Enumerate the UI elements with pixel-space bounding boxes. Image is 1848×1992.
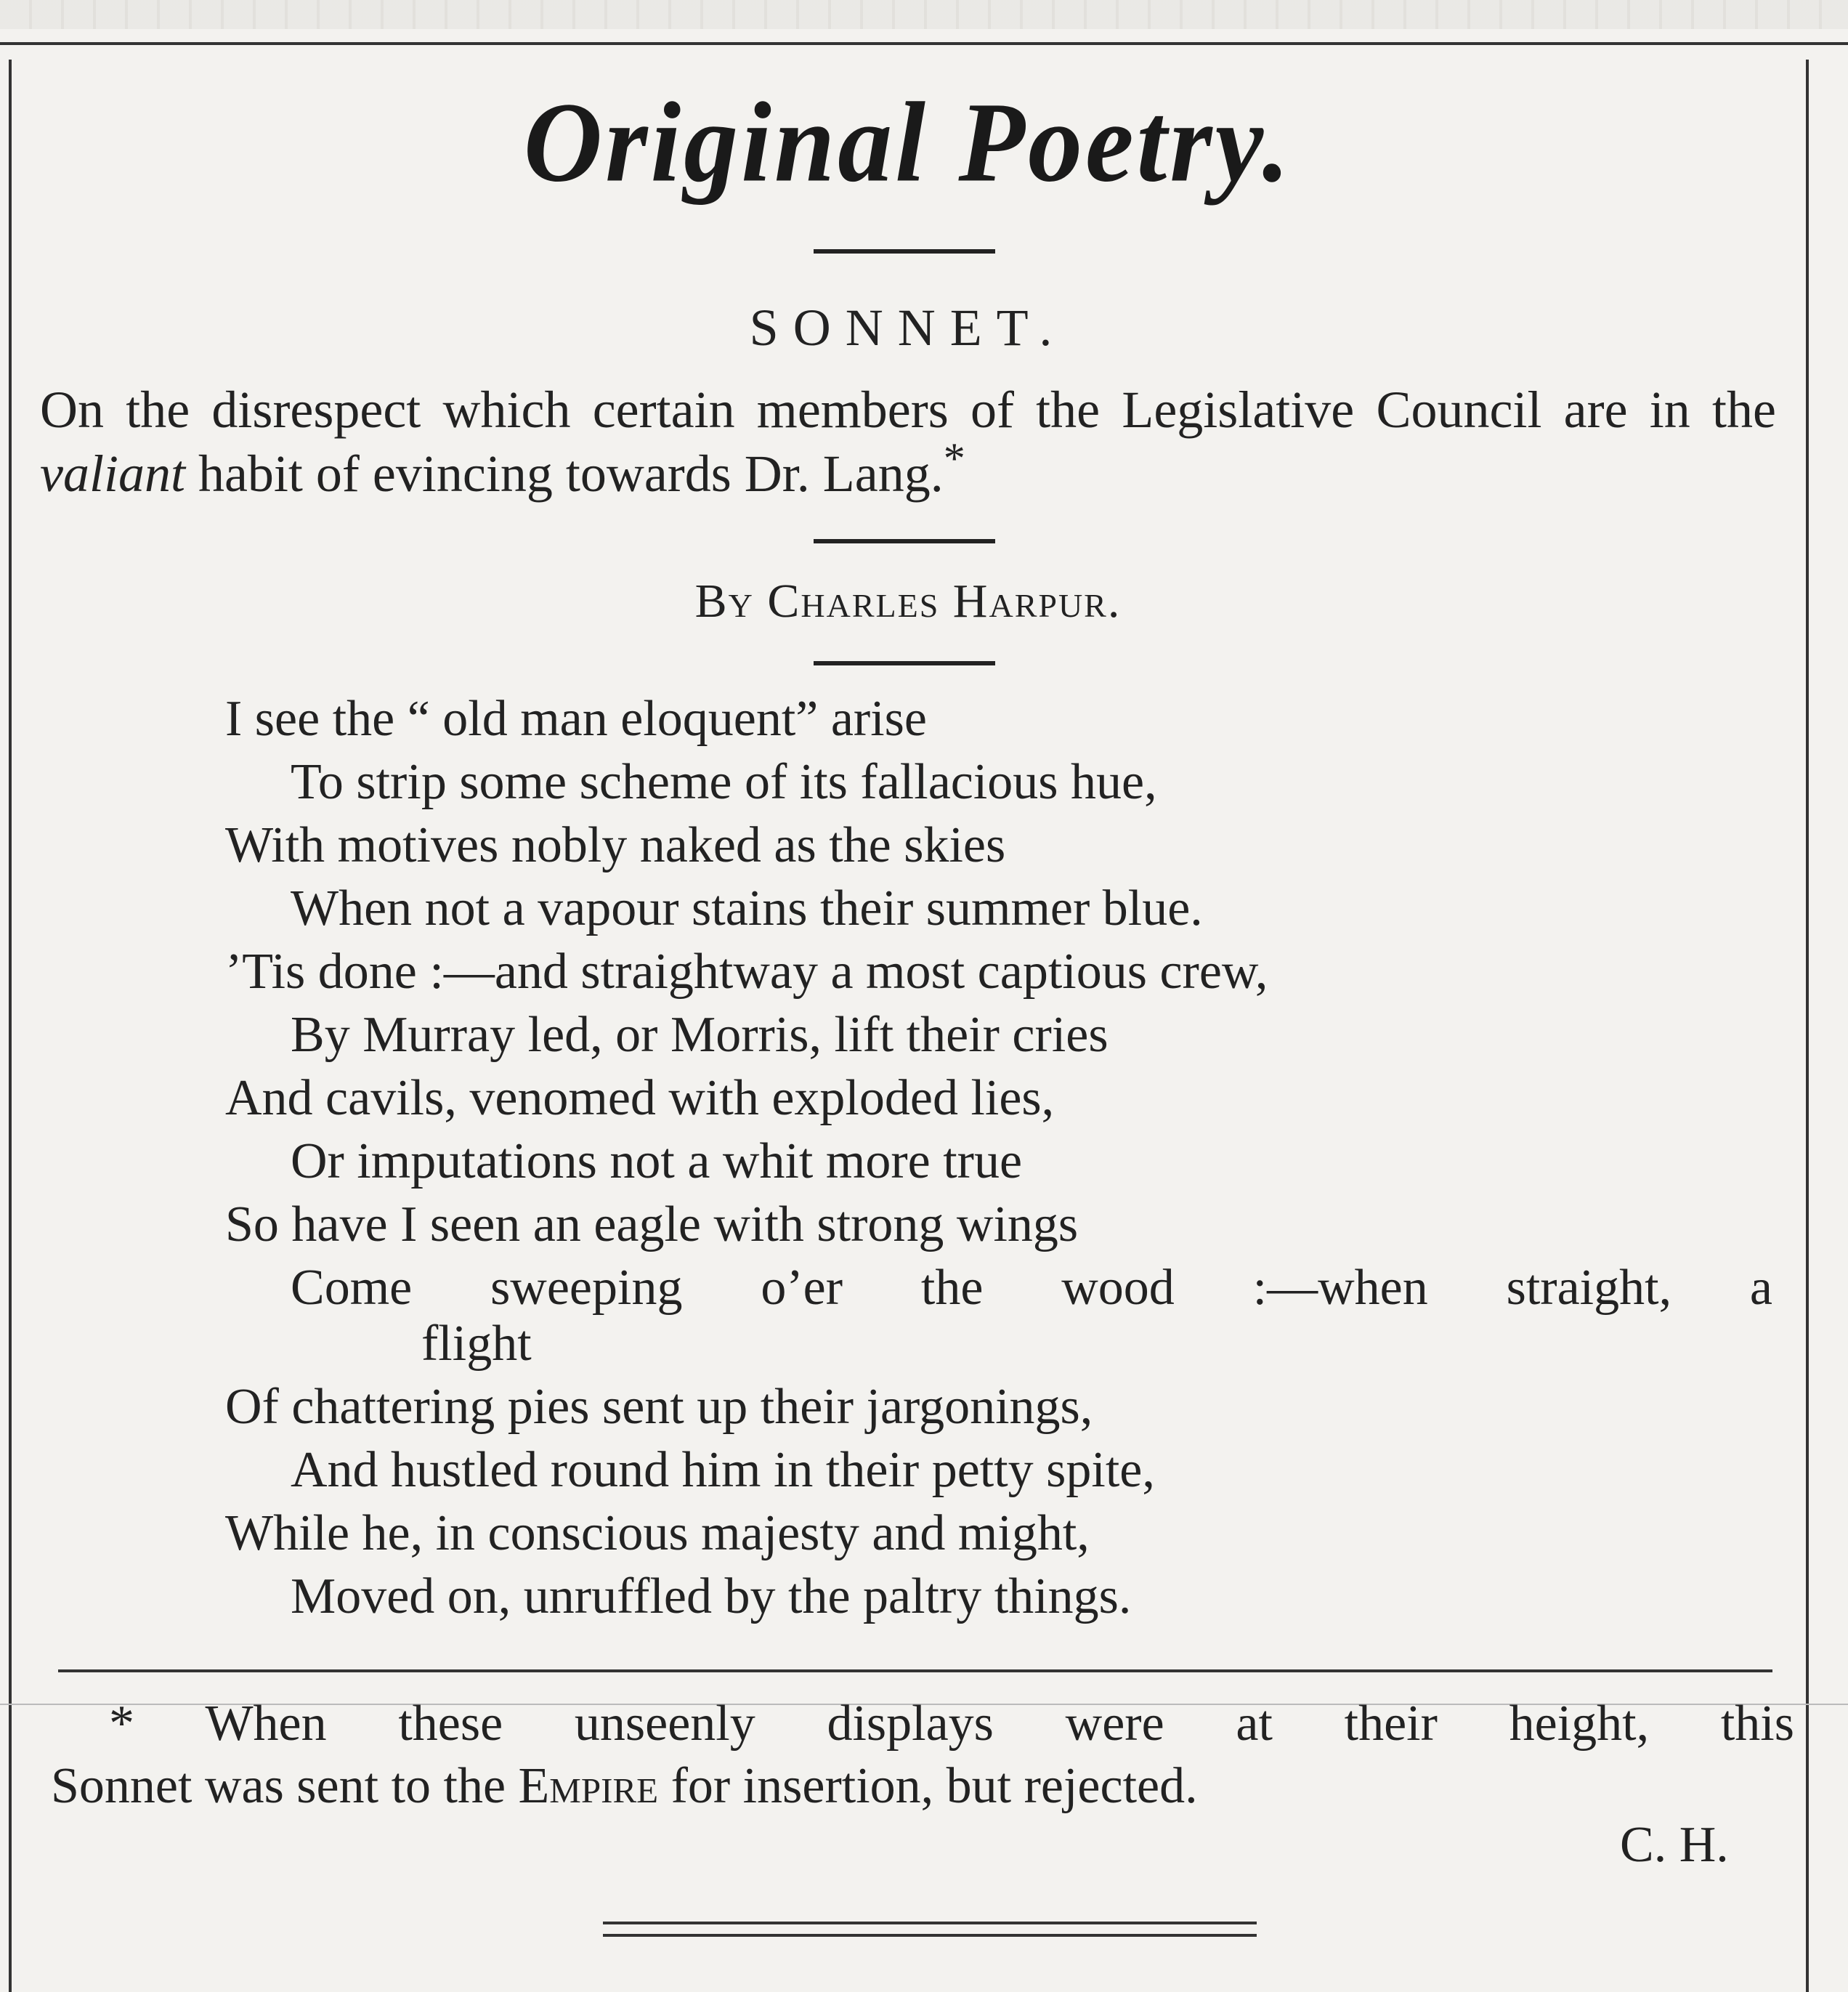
poem-line: I see the “ old man eloquent” arise (225, 691, 927, 747)
section-heading: SONNET. (749, 299, 1067, 357)
dedication-after: habit of evincing towards Dr. Lang. (185, 445, 944, 503)
divider (814, 249, 995, 254)
dedication-before: On the disrespect which certain members of the Legislative Council are in the (40, 381, 1776, 439)
poem-line: So have I seen an eagle with strong wings (225, 1197, 1079, 1252)
poem-line: Or imputations not a whit more true (291, 1133, 1023, 1189)
page-title: Original Poetry. (523, 78, 1293, 206)
poem-line: ’Tis done :—and straightway a most captious crew, (225, 944, 1268, 1000)
poem-line: When not a vapour stains their summer blue. (291, 880, 1203, 936)
poem-line: While he, in conscious majesty and might, (225, 1505, 1090, 1561)
page-top-edge (0, 0, 1848, 29)
footnote (51, 1693, 1794, 1818)
dedication-emphasis: valiant (40, 445, 185, 503)
dedication-text (40, 378, 1776, 506)
footnote-line-2-before: Sonnet was sent to the (51, 1758, 519, 1814)
divider (814, 539, 995, 543)
author-initials: C. H. (1620, 1817, 1729, 1873)
newspaper-name: Empire (518, 1758, 659, 1814)
footnote-line-2 (51, 1755, 1794, 1818)
poem-line: Of chattering pies sent up their jargonings, (225, 1379, 1093, 1435)
footnote-mark: * (943, 434, 965, 482)
footnote-rule (58, 1669, 1772, 1672)
poem-line: To strip some scheme of its fallacious hue, (291, 754, 1157, 810)
divider (814, 661, 995, 665)
poem-line: flight (421, 1316, 532, 1372)
poem-line: Come sweeping o’er the wood :—when straight, a (291, 1260, 1772, 1316)
author-byline: By Charles Harpur. (694, 575, 1122, 628)
poem-line: By Murray led, or Morris, lift their cries (291, 1007, 1109, 1063)
poem-line: And hustled round him in their petty spite, (291, 1442, 1155, 1498)
footnote-line-1: * When these unseenly displays were at their height, this (109, 1696, 1794, 1752)
poem-line: With motives nobly naked as the skies (225, 817, 1006, 873)
closing-rule (603, 1922, 1257, 1924)
closing-rule (603, 1934, 1257, 1937)
top-rule (0, 42, 1848, 45)
poem-line: And cavils, venomed with exploded lies, (225, 1070, 1055, 1126)
poem-line: Moved on, unruffled by the paltry things. (291, 1568, 1132, 1624)
footnote-line-2-after: for insertion, but rejected. (658, 1758, 1198, 1814)
